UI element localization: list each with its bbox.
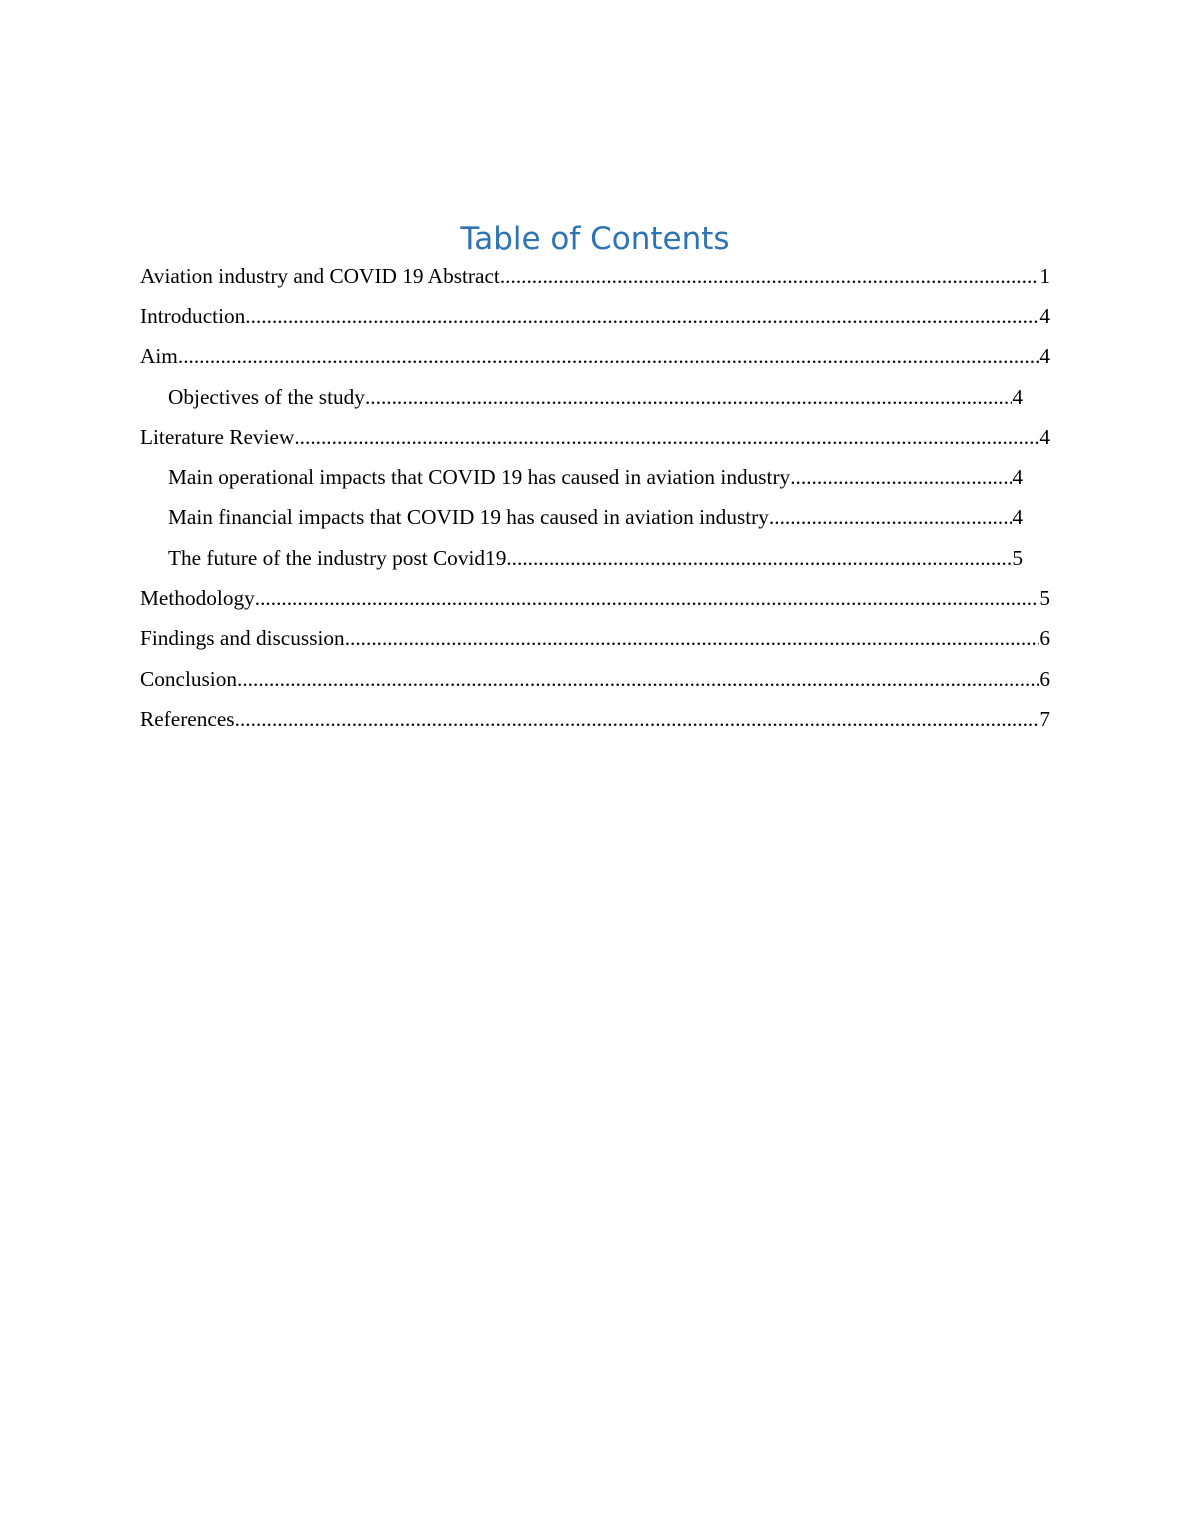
toc-dot-leader — [235, 707, 1040, 732]
toc-dot-leader — [345, 626, 1040, 651]
toc-subentry[interactable] — [168, 377, 1023, 417]
toc-entry-page: 1 — [1039, 263, 1050, 288]
toc-entry[interactable] — [140, 659, 1050, 699]
toc-entry-page: 6 — [1039, 666, 1050, 691]
toc-entry[interactable] — [140, 619, 1050, 659]
toc-entry-title: Methodology — [140, 586, 255, 611]
toc-entry-page: 7 — [1039, 706, 1050, 731]
toc-entry-title: Aviation industry and COVID 19 Abstract — [140, 263, 500, 288]
toc-entry-title: Objectives of the study — [168, 384, 365, 409]
toc-subentry[interactable] — [168, 457, 1023, 497]
toc-entry[interactable] — [140, 417, 1050, 457]
toc-entry[interactable] — [140, 578, 1050, 618]
toc-dot-leader — [245, 304, 1039, 329]
toc-entry-title: Main operational impacts that COVID 19 has caused in aviation industry — [168, 465, 791, 490]
toc-entry-title: The future of the industry post Covid19 — [168, 545, 507, 570]
toc-subentry[interactable] — [168, 498, 1023, 538]
toc-entry-title: References — [140, 706, 235, 731]
toc-entry[interactable] — [140, 296, 1050, 336]
toc-dot-leader — [178, 344, 1039, 369]
toc-dot-leader — [294, 425, 1039, 450]
toc-dot-leader — [365, 385, 1012, 410]
toc-dot-leader — [769, 505, 1012, 530]
toc-entry-title: Conclusion — [140, 666, 238, 691]
toc-entry-title: Introduction — [140, 303, 246, 328]
toc-entry[interactable] — [140, 699, 1050, 739]
toc-entry-page: 4 — [1039, 344, 1050, 369]
toc-entry-page: 5 — [1012, 545, 1023, 570]
toc-entry-title: Findings and discussion — [140, 626, 345, 651]
toc-entry[interactable] — [140, 337, 1050, 377]
toc-dot-leader — [500, 264, 1040, 289]
toc-entry-title: Aim — [140, 344, 178, 369]
toc-dot-leader — [237, 667, 1039, 692]
toc-dot-leader — [790, 465, 1012, 490]
toc-entry-page: 4 — [1039, 303, 1050, 328]
toc-entry-title: Main financial impacts that COVID 19 has caused in aviation industry — [168, 505, 769, 530]
toc-dot-leader — [255, 586, 1040, 611]
toc-entry-title: Literature Review — [140, 424, 295, 449]
toc-entry-page: 4 — [1039, 424, 1050, 449]
toc-heading: Table of Contents — [460, 221, 730, 257]
toc-dot-leader — [506, 546, 1012, 571]
toc-entry[interactable] — [140, 256, 1050, 296]
toc-list — [0, 256, 1190, 740]
toc-entry-page: 5 — [1039, 586, 1050, 611]
toc-subentry[interactable] — [168, 538, 1023, 578]
toc-entry-page: 4 — [1012, 465, 1023, 490]
toc-entry-page: 4 — [1012, 384, 1023, 409]
toc-entry-page: 6 — [1039, 626, 1050, 651]
toc-entry-page: 4 — [1012, 505, 1023, 530]
